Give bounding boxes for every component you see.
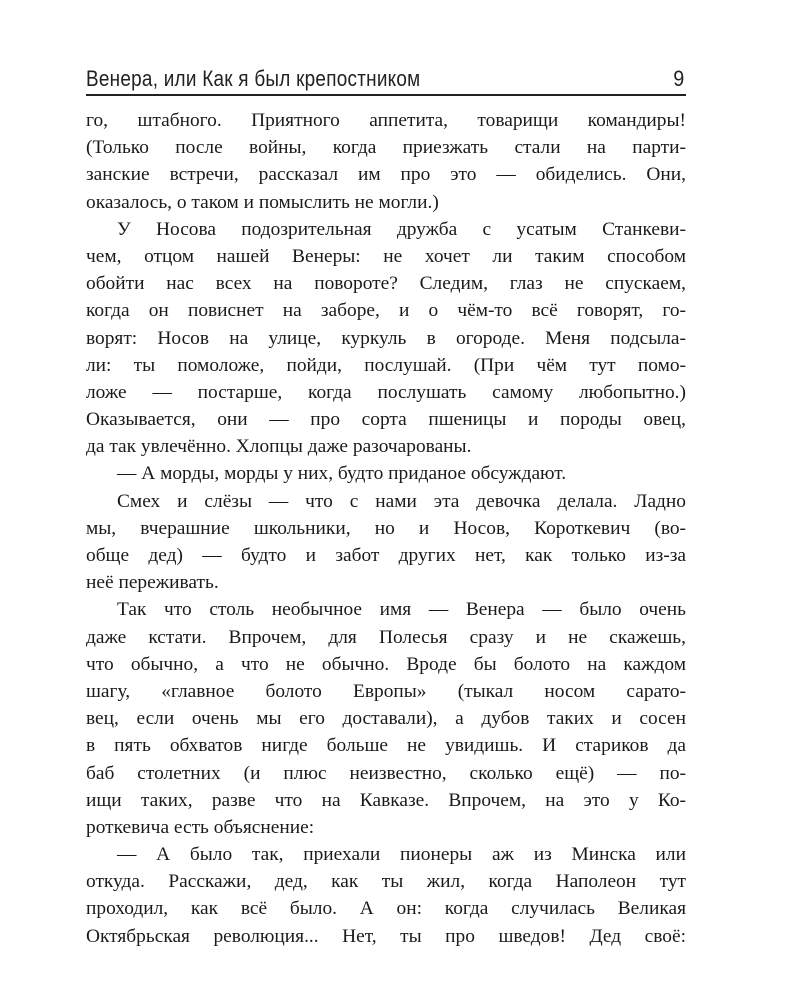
text-line: да так увлечённо. Хлопцы даже разочарованы. [86,436,472,458]
running-title: Венера, или Как я был крепостником [86,66,421,91]
text-line: баб столетних (и плюс неизвестно, сколько ещё) — по- [86,762,686,784]
text-line: Оказывается, они — про сорта пшеницы и породы овец, [86,409,686,431]
page-body [86,107,686,950]
text-line: вец, если очень мы его доставали), а дубов таких и сосен [86,708,686,730]
text-line: — А было так, приехали пионеры аж из Минска или [117,844,686,866]
text-line: даже кстати. Впрочем, для Полесья сразу и не скажешь, [86,626,686,648]
text-line: когда он повиснет на заборе, и о чём-то всё говорят, го- [86,300,686,322]
text-line: го, штабного. Приятного аппетита, товарищи командиры! [86,110,686,131]
text-line: Так что столь необычное имя — Венера — было очень [117,599,686,621]
running-header [86,64,686,96]
text-line: проходил, как всё было. А он: когда случилась Великая [86,898,686,920]
page-number: 9 [672,66,684,91]
text-line: — А морды, морды у них, будто приданое обсуждают. [117,463,567,485]
text-line: Октябрьская революция... Нет, ты про шведов! Дед своё: [86,925,686,947]
text-line: мы, вчерашние школьники, но и Носов, Короткевич (во- [86,517,686,539]
text-line: оказалось, о таком и помыслить не могли.) [86,191,439,213]
text-line: откуда. Расскажи, дед, как ты жил, когда Наполеон тут [86,871,686,893]
text-line: У Носова подозрительная дружба с усатым Станкеви- [117,218,686,240]
text-line: (Только после войны, когда приезжать стали на парти- [86,137,686,159]
text-line: обще дед) — будто и забот других нет, как только из-за [86,545,686,566]
text-line: шагу, «главное болото Европы» (тыкал носом сарато- [86,680,686,702]
text-line: роткевича есть объяснение: [86,816,315,838]
text-line: ищи таких, разве что на Кавказе. Впрочем, на это у Ко- [86,789,686,811]
text-line: чем, отцом нашей Венеры: не хочет ли таким способом [86,245,686,267]
text-line: неё переживать. [86,572,219,594]
text-line: обойти нас всех на повороте? Следим, глаз не спускаем, [86,273,686,295]
text-line: в пять обхватов нигде больше не увидишь. И стариков да [86,735,686,757]
text-line: Смех и слёзы — что с нами эта девочка делала. Ладно [117,490,686,512]
text-line: ли: ты помоложе, пойди, послушай. (При чём тут помо- [86,354,686,376]
text-line: ложе — постарше, когда послушать самому любопытно.) [86,381,686,403]
text-line: ворят: Носов на улице, куркуль в огороде. Меня подсыла- [86,327,686,349]
text-line: что обычно, а что не обычно. Вроде бы болото на каждом [86,653,686,675]
text-line: занские встречи, рассказал им про это — обиделись. Они, [86,164,686,186]
